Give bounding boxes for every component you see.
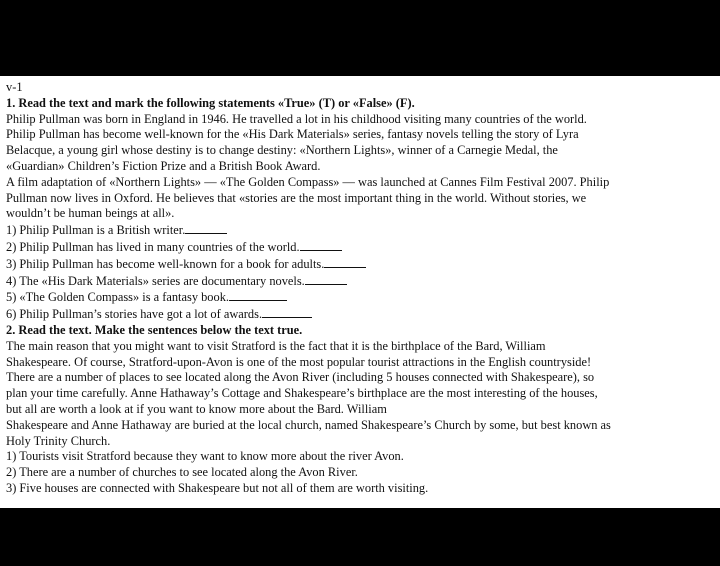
statement-text: 4) The «His Dark Materials» series are documentary novels.	[6, 273, 305, 288]
statement-text: 5) «The Golden Compass» is a fantasy book.	[6, 290, 229, 305]
statement-item	[6, 289, 714, 306]
answer-blank[interactable]	[305, 273, 347, 285]
task1-text-line: wouldn’t be human beings at all».	[6, 206, 175, 221]
task1-text-line: Philip Pullman has become well-known for the «His Dark Materials» series, fantasy novels telling the story of Lyra	[6, 127, 579, 142]
task2-text-line: There are a number of places to see located along the Avon River (including 5 houses connected with Shakespeare), so	[6, 370, 595, 385]
task1-text-line: Philip Pullman was born in England in 1946. He travelled a lot in his childhood visiting many countries of the world.	[6, 111, 587, 126]
answer-blank[interactable]	[300, 239, 342, 251]
task2-text-line: plan your time carefully. Anne Hathaway’s Cottage and Shakespeare’s birthplace are the most interesting of the houses,	[6, 386, 598, 401]
answer-blank[interactable]	[229, 289, 287, 301]
statement-text: 2) Philip Pullman has lived in many countries of the world.	[6, 239, 300, 254]
task1-heading: 1. Read the text and mark the following statements «True» (T) or «False» (F).	[6, 95, 415, 110]
task1-text-line: «Guardian» Children’s Fiction Prize and a British Book Award.	[6, 158, 321, 173]
sentence-item: 1) Tourists visit Stratford because they want to know more about the river Avon.	[6, 449, 404, 464]
task2-text-line: but all are worth a look at if you want to know more about the Bard. William	[6, 401, 387, 416]
sentence-item: 3) Five houses are connected with Shakespeare but not all of them are worth visiting.	[6, 480, 429, 495]
answer-blank[interactable]	[324, 256, 366, 268]
statement-text: 6) Philip Pullman’s stories have got a lot of awards.	[6, 307, 263, 322]
statement-item	[6, 306, 714, 323]
statement-text: 3) Philip Pullman has become well-known for a book for adults.	[6, 256, 325, 271]
statement-item	[6, 222, 714, 239]
statement-item	[6, 256, 714, 273]
answer-blank[interactable]	[262, 306, 312, 318]
answer-blank[interactable]	[185, 222, 227, 234]
task1-statements	[6, 222, 714, 323]
statement-item	[6, 239, 714, 256]
task1-text-line: Pullman now lives in Oxford. He believes that «stories are the most important thing in the world. Without stories, we	[6, 190, 587, 205]
task2-text-line: Shakespeare and Anne Hathaway are buried at the local church, named Shakespeare’s Church by some, but best known as	[6, 417, 611, 432]
statement-item	[6, 273, 714, 290]
worksheet-page	[0, 76, 720, 508]
task2-text-line: Holy Trinity Church.	[6, 433, 111, 448]
task2-heading: 2. Read the text. Make the sentences below the text true.	[6, 322, 303, 337]
task1-text	[6, 112, 714, 223]
task1-text-line: Belacque, a young girl whose destiny is to change destiny: «Northern Lights», winner of a Carnegie Medal, the	[6, 143, 558, 158]
task2-text-line: Shakespeare. Of course, Stratford-upon-Avon is one of the most popular tourist attractions in the English countryside!	[6, 354, 592, 369]
sentence-item: 2) There are a number of churches to see located along the Avon River.	[6, 465, 358, 480]
task2-text	[6, 339, 714, 450]
task2-sentences	[6, 449, 714, 496]
task1-text-line: A film adaptation of «Northern Lights» — «The Golden Compass» — was launched at Cannes Film Festival 2007. Philip	[6, 174, 610, 189]
task2-text-line: The main reason that you might want to visit Stratford is the fact that it is the birthplace of the Bard, William	[6, 338, 546, 353]
variant-label: v-1	[6, 80, 23, 94]
statement-text: 1) Philip Pullman is a British writer.	[6, 223, 186, 238]
worksheet-content	[6, 80, 714, 497]
